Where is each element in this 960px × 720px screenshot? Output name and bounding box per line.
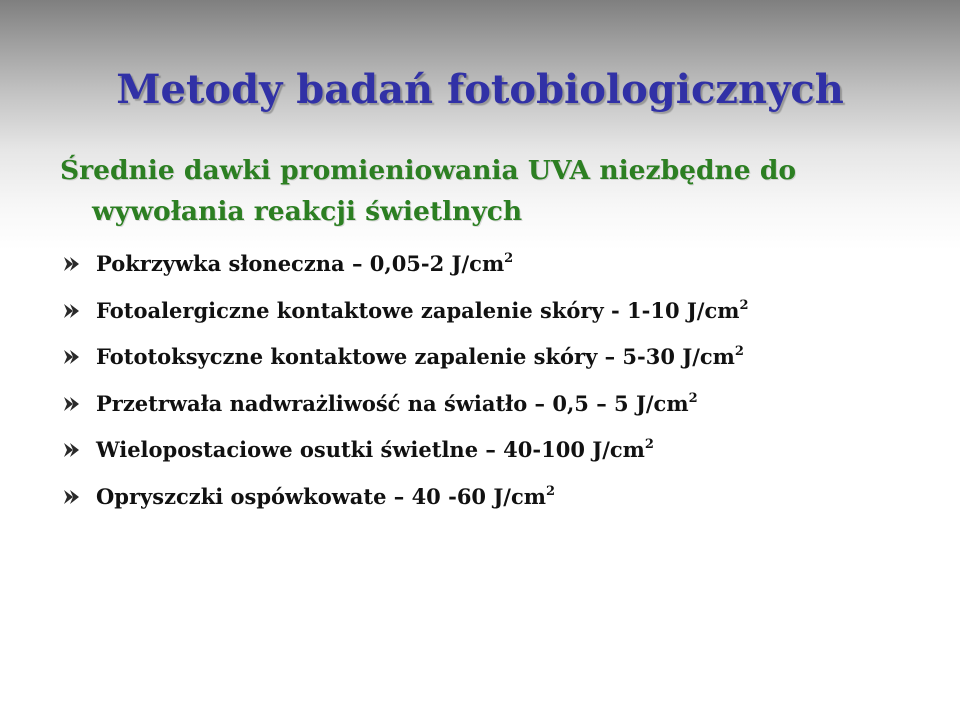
arrow-bullet-icon — [62, 303, 80, 319]
arrow-bullet-icon — [62, 442, 80, 458]
list-item-text: Opryszczki ospówkowate – 40 -60 J/cm — [96, 483, 546, 509]
list-item-text: Pokrzywka słoneczna – 0,05-2 J/cm — [96, 251, 505, 276]
list-item — [62, 386, 922, 433]
bullet-list — [62, 246, 922, 525]
list-item — [62, 246, 922, 293]
list-item-superscript: 2 — [504, 251, 514, 266]
list-item — [62, 432, 922, 479]
list-item-text: Fototoksyczne kontaktowe zapalenie skóry – 5-30 J/cm — [96, 344, 735, 369]
list-item-text: Fotoalergiczne kontaktowe zapalenie skóry - 1-10 J/cm — [96, 297, 740, 323]
list-item-superscript: 2 — [688, 390, 698, 406]
list-item-superscript: 2 — [545, 483, 556, 499]
list-item-superscript: 2 — [734, 344, 744, 359]
slide-title: Metody badań fotobiologicznych — [116, 66, 844, 113]
list-item-text: Wielopostaciowe osutki świetlne – 40-100 J/cm — [96, 437, 645, 462]
arrow-bullet-icon — [62, 489, 80, 505]
slide-subtitle: Średnie dawki promieniowania UVA niezbędne do wywołania reakcji świetlnych — [60, 155, 797, 227]
list-item — [62, 479, 922, 526]
arrow-bullet-icon — [62, 256, 80, 272]
arrow-bullet-icon — [62, 396, 80, 412]
list-item — [62, 339, 922, 386]
list-item-superscript: 2 — [644, 437, 654, 452]
arrow-bullet-icon — [62, 349, 80, 365]
list-item-text: Przetrwała nadwrażliwość na światło – 0,5 – 5 J/cm — [96, 390, 689, 416]
list-item — [62, 293, 922, 340]
list-item-superscript: 2 — [739, 297, 749, 313]
